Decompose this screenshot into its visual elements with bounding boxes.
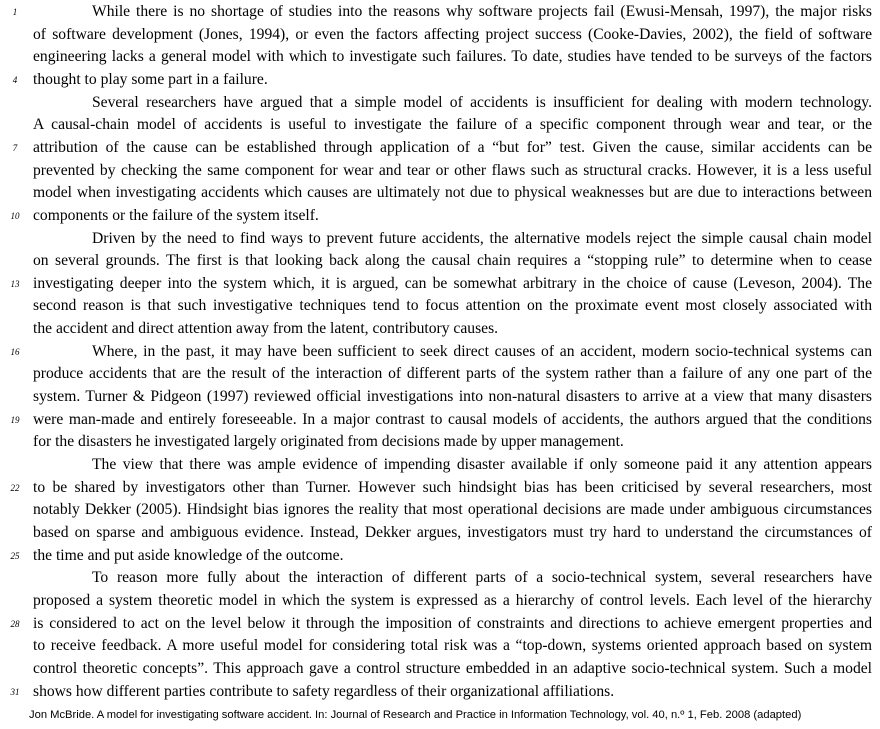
text-line: components or the failure of the system itself.: [33, 206, 319, 224]
text-line: To reason more fully about the interaction of different parts of a socio-technical system, several researchers have: [92, 569, 872, 587]
line-number: 4: [12, 74, 18, 85]
text-line: based on sparse and ambiguous evidence. Instead, Dekker argues, investigators must try hard to understand the circumstances of: [33, 523, 872, 541]
text-line: for the disasters he investigated largely originated from decisions made by upper management.: [33, 433, 624, 451]
line-number: 28: [10, 618, 20, 629]
text-line: system. Turner & Pidgeon (1997) reviewed official investigations into non-natural disasters to arrive at a view that many disasters: [33, 388, 872, 406]
text-line: second reason is that such investigative techniques tend to focus attention on the proximate event most closely associated with: [33, 297, 872, 315]
text-line: produce accidents that are the result of the interaction of different parts of the system rather than a failure of any one part of the: [33, 365, 872, 383]
text-line: notably Dekker (2005). Hindsight bias ignores the reality that most operational decisions are made under ambiguous circumstances: [33, 501, 872, 519]
line-number: 31: [10, 686, 20, 697]
text-line: proposed a system theoretic model in which the system is expressed as a hierarchy of control levels. Each level of the hierarchy: [33, 591, 872, 609]
line-number: 19: [10, 414, 20, 425]
text-line: Where, in the past, it may have been sufficient to seek direct causes of an accident, modern socio-technical systems can: [92, 342, 872, 360]
line-number: 25: [10, 550, 20, 561]
text-line: to receive feedback. A more useful model for considering total risk was a “top-down, systems oriented approach based on system: [33, 637, 872, 655]
text-line: thought to play some part in a failure.: [33, 70, 268, 88]
line-number: 1: [12, 7, 18, 17]
text-line: engineering lacks a general model with which to investigate such failures. To date, studies have tended to be surveys of the factors: [33, 48, 872, 66]
text-line: were man-made and entirely foreseeable. In a major contrast to causal models of accidents, the authors argued that the conditions: [33, 410, 872, 428]
text-line: Several researchers have argued that a simple model of accidents is insufficient for dealing with modern technology.: [92, 93, 872, 111]
line-number: 16: [10, 346, 20, 357]
text-line: investigating deeper into the system which, it is argued, can be somewhat arbitrary in the choice of cause (Leveson, 2004). The: [33, 274, 872, 292]
source-citation: Jon McBride. A model for investigating software accident. In: Journal of Research and Practice in Information Technology, vol. 40, n.º 1, Feb. 2008 (adapted): [29, 709, 802, 721]
text-line: on several grounds. The first is that looking back along the causal chain requires a “stopping rule” to determine when to cease: [33, 252, 872, 270]
line-number: 22: [10, 482, 20, 493]
text-line: the accident and direct attention away from the latent, contributory causes.: [33, 320, 499, 338]
text-line: prevented by checking the same component for wear and tear or other flaws such as structural cracks. However, it is a less useful: [33, 161, 872, 179]
text-line: The view that there was ample evidence of impending disaster available if only someone paid it any attention appears: [92, 456, 872, 473]
text-line: of software development (Jones, 1994), or even the factors affecting project success (Cooke-Davies, 2002), the field of software: [33, 25, 872, 43]
line-number: 7: [12, 142, 18, 153]
text-line: While there is no shortage of studies into the reasons why software projects fail (Ewusi-Mensah, 1997), the major risks: [92, 3, 872, 20]
text-line: to be shared by investigators other than Turner. However such hindsight bias has been criticised by several researchers, most: [33, 478, 872, 496]
line-number: 10: [10, 210, 20, 221]
text-line: the time and put aside knowledge of the outcome.: [33, 546, 344, 564]
text-line: shows how different parties contribute to safety regardless of their organizational affiliations.: [33, 682, 615, 700]
text-line: control theoretic concepts”. This approach gave a control structure embedded in an adaptive socio-technical system. Such a model: [33, 659, 872, 677]
line-number: 13: [10, 278, 20, 289]
text-line: is considered to act on the level below it through the imposition of constraints and directions to achieve emergent properties and: [33, 614, 872, 632]
text-line: attribution of the cause can be established through application of a “but for” test. Given the cause, similar accidents can be: [33, 138, 872, 156]
text-line: Driven by the need to find ways to prevent future accidents, the alternative models reject the simple causal chain model: [92, 229, 872, 247]
text-line: model when investigating accidents which causes are ultimately not due to physical weaknesses but are due to interactions between: [33, 184, 872, 202]
text-line: A causal-chain model of accidents is useful to investigate the failure of a specific component through wear and tear, or the: [33, 116, 872, 134]
